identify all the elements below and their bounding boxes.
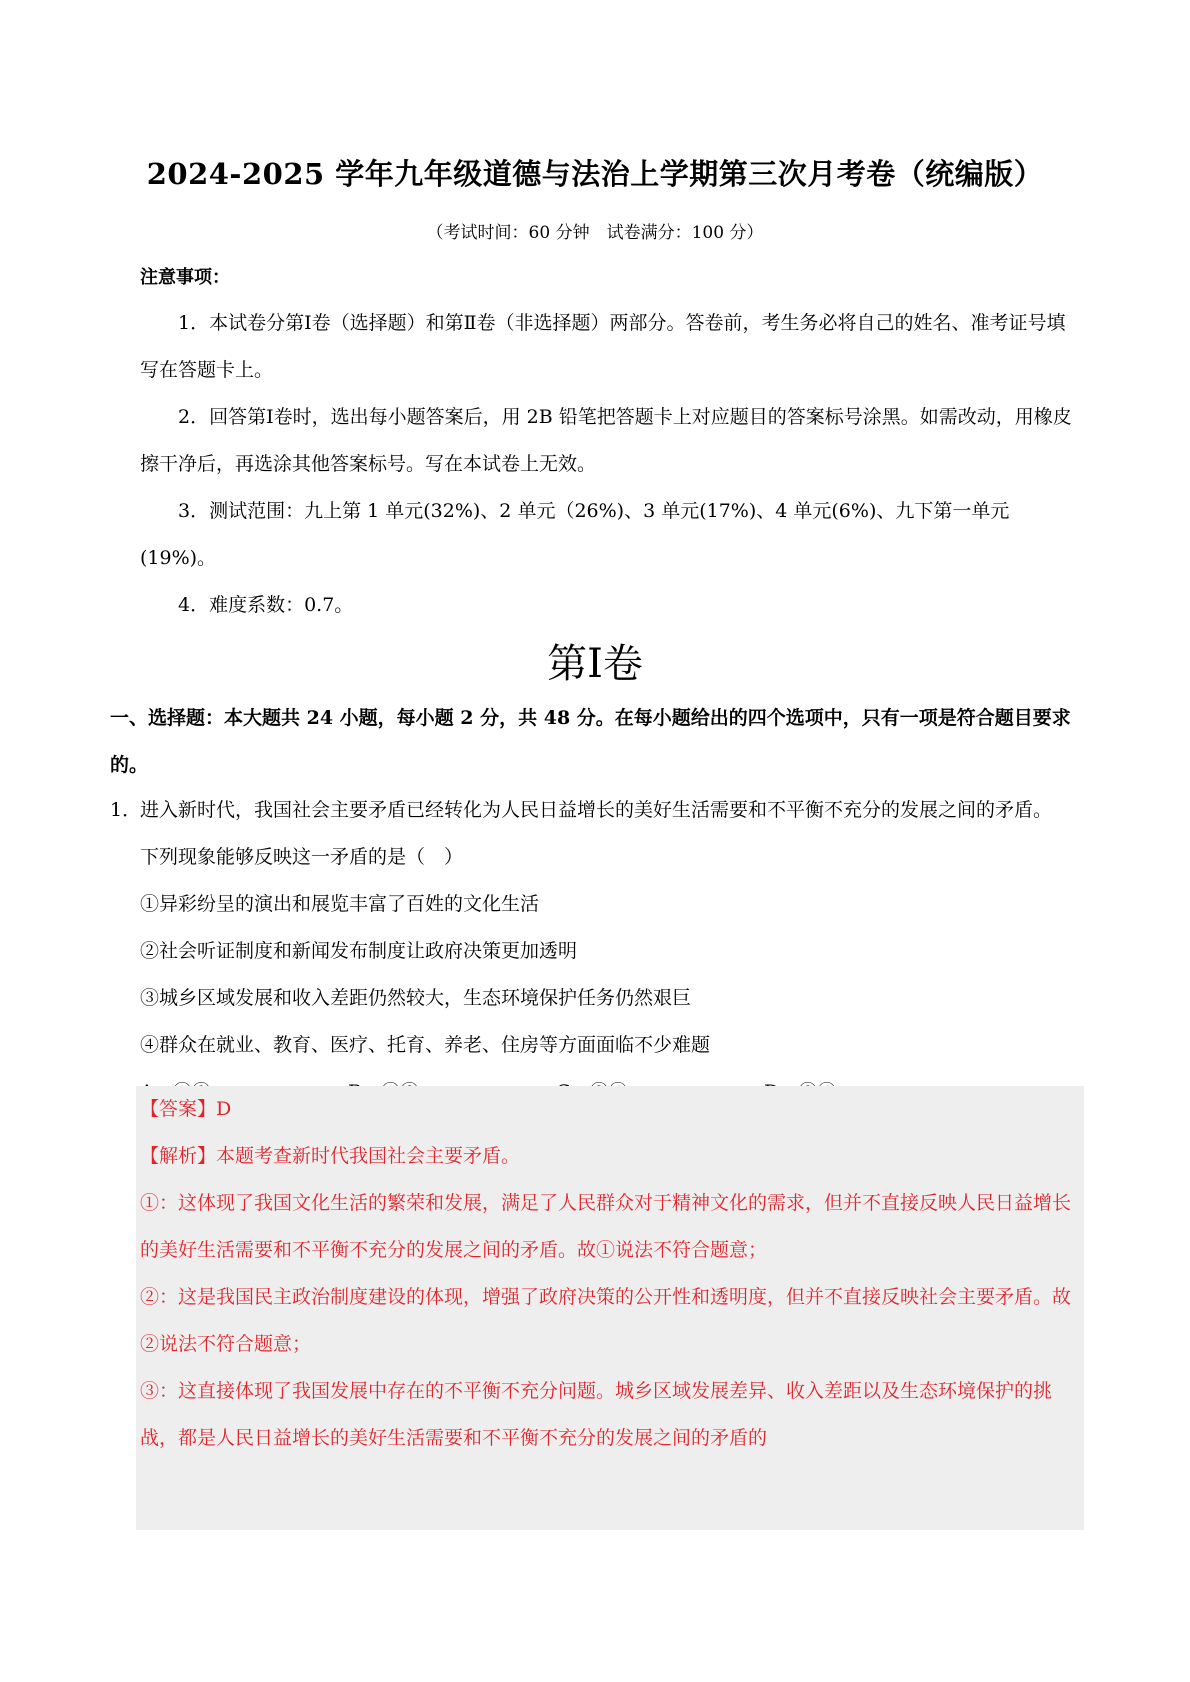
answer-line: 【答案】D	[140, 1098, 232, 1120]
notice-item: 1．本试卷分第Ⅰ卷（选择题）和第Ⅱ卷（非选择题）两部分。答卷前，考生务必将自己的姓名、准考证号填写在答题卡上。	[140, 312, 1066, 381]
statement-item: ④群众在就业、教育、医疗、托育、养老、住房等方面面临不少难题	[140, 1034, 711, 1056]
notice-list	[140, 300, 1075, 629]
notice-heading: 注意事项：	[140, 267, 230, 288]
statement-item: ②社会听证制度和新闻发布制度让政府决策更加透明	[140, 940, 578, 962]
exam-title: 2024-2025 学年九年级道德与法治上学期第三次月考卷（统编版）	[146, 157, 1044, 191]
analysis-point: ②：这是我国民主政治制度建设的体现，增强了政府决策的公开性和透明度，但并不直接反映社会主要矛盾。故②说法不符合题意；	[140, 1286, 1072, 1355]
question-number: 1．	[110, 799, 142, 821]
statement-item: ①异彩纷呈的演出和展览丰富了百姓的文化生活	[140, 893, 540, 915]
question-stem: 进入新时代，我国社会主要矛盾已经转化为人民日益增长的美好生活需要和不平衡不充分的发展之间的矛盾。下列现象能够反映这一矛盾的是（ ）	[140, 799, 1053, 868]
notice-item: 4．难度系数：0.7。	[178, 594, 354, 616]
statement-item: ③城乡区域发展和收入差距仍然较大，生态环境保护任务仍然艰巨	[140, 987, 692, 1009]
answer-section	[140, 1086, 1080, 1462]
analysis-point: ①：这体现了我国文化生活的繁荣和发展，满足了人民群众对于精神文化的需求，但并不直接反映人民日益增长的美好生活需要和不平衡不充分的发展之间的矛盾。故①说法不符合题意；	[140, 1192, 1072, 1261]
question-1	[110, 787, 1080, 1116]
analysis-point: ③：这直接体现了我国发展中存在的不平衡不充分问题。城乡区域发展差异、收入差距以及生态环境保护的挑战，都是人民日益增长的美好生活需要和不平衡不充分的发展之间的矛盾的	[140, 1380, 1053, 1449]
notice-item: 2．回答第Ⅰ卷时，选出每小题答案后，用 2B 铅笔把答题卡上对应题目的答案标号涂黑。如需改动，用橡皮擦干净后，再选涂其他答案标号。写在本试卷上无效。	[140, 406, 1072, 475]
section-heading: 一、选择题：本大题共 24 小题，每小题 2 分，共 48 分。在每小题给出的四个选项中，只有一项是符合题目要求的。	[110, 707, 1071, 776]
notice-item: 3．测试范围：九上第 1 单元(32%)、2 单元（26%)、3 单元(17%)、4 单元(6%)、九下第一单元(19%)。	[140, 500, 1010, 569]
volume-title: 第Ⅰ卷	[547, 641, 643, 687]
exam-subtitle: （考试时间：60 分钟 试卷满分：100 分）	[426, 223, 764, 243]
analysis-line: 【解析】本题考查新时代我国社会主要矛盾。	[140, 1145, 521, 1167]
